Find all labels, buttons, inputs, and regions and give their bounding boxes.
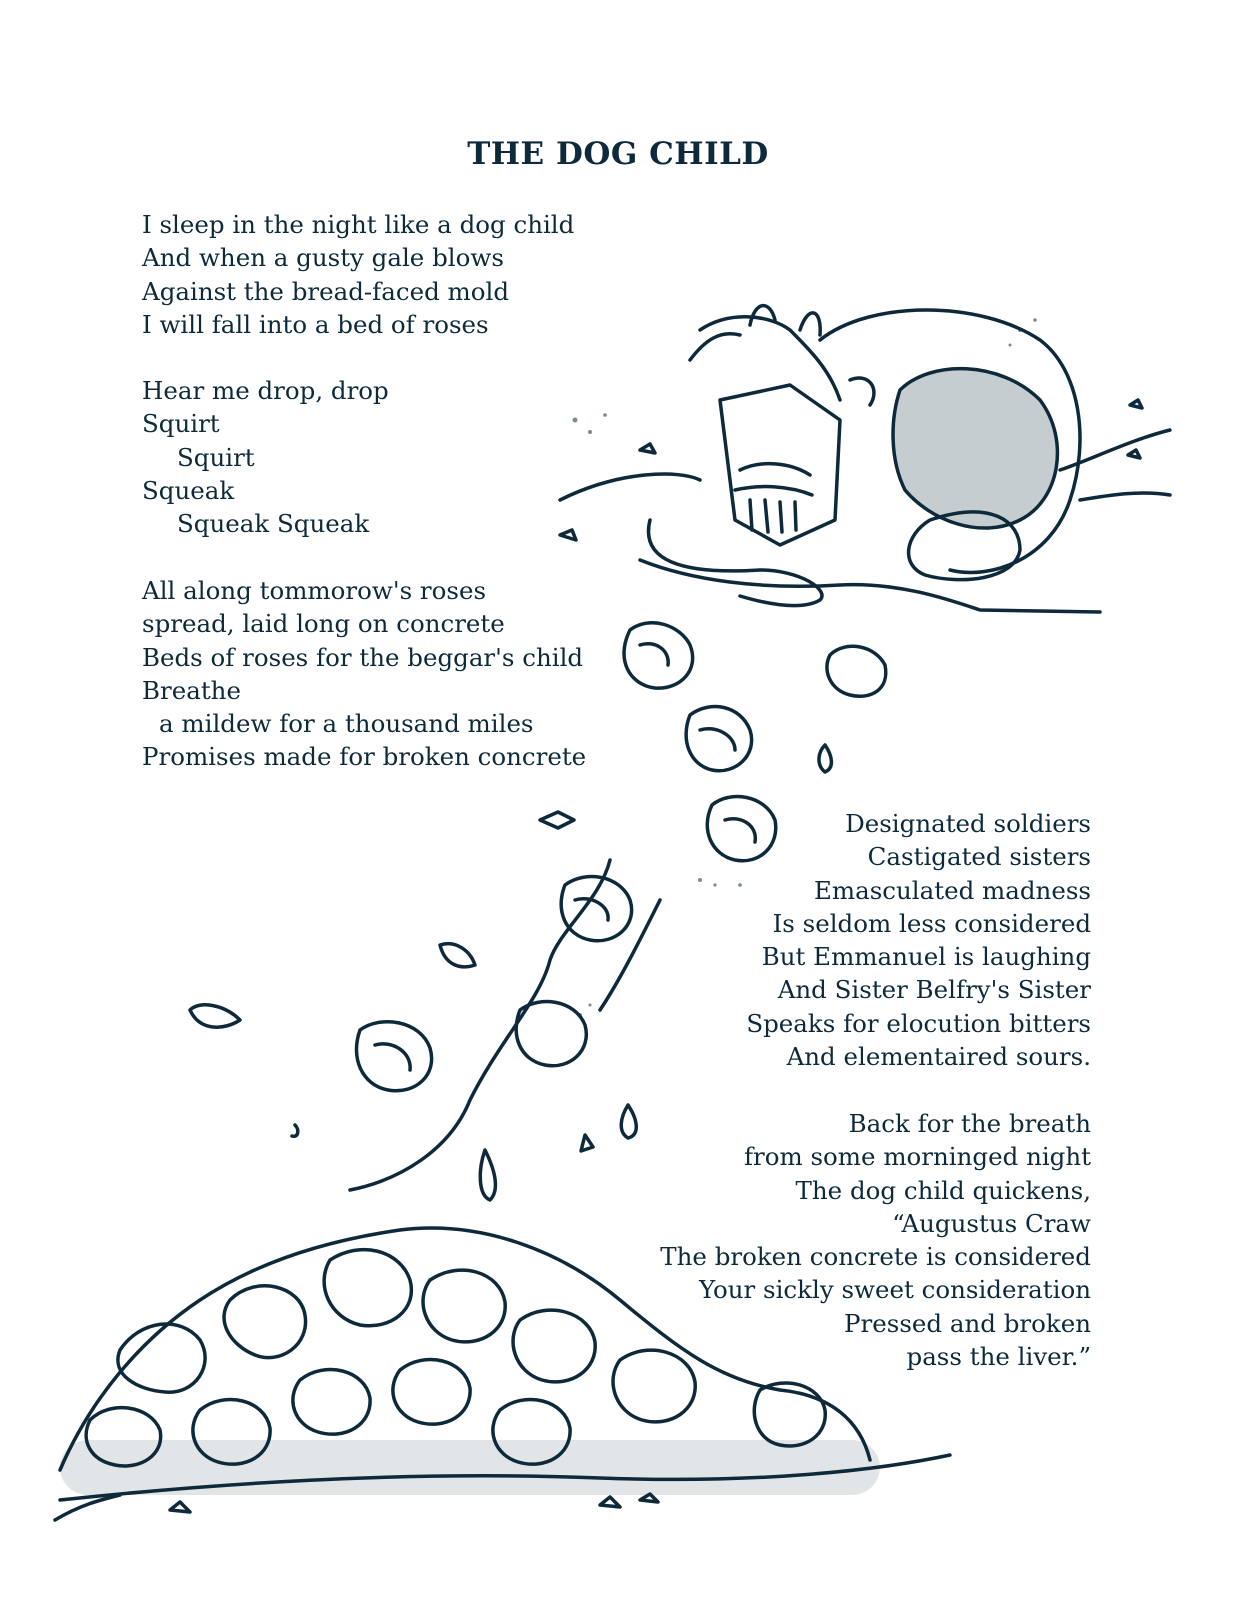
poem-line: I will fall into a bed of roses bbox=[142, 309, 489, 339]
poem-line: I sleep in the night like a dog child bbox=[142, 210, 575, 239]
stanza-3 bbox=[142, 574, 586, 774]
stanza-1 bbox=[142, 208, 574, 341]
poem-line: Squeak Squeak bbox=[177, 509, 370, 539]
poem-line: pass the liver.” bbox=[906, 1342, 1091, 1372]
poem-line: a mildew for a thousand miles bbox=[159, 709, 534, 739]
poem-line: And elementaired sours. bbox=[786, 1042, 1091, 1072]
poem-title: THE DOG CHILD bbox=[467, 136, 769, 172]
poem-line: Castigated sisters bbox=[867, 842, 1091, 872]
poem-line: The dog child quickens, bbox=[795, 1175, 1091, 1205]
poem-line: Beds of roses for the beggar's child bbox=[142, 642, 584, 672]
poem-line: Squeak bbox=[142, 475, 235, 505]
sleeping-dog-child-illustration bbox=[560, 306, 1170, 612]
poem-line: Designated soldiers bbox=[845, 809, 1091, 838]
poem-line: Squirt bbox=[177, 442, 255, 472]
poem-line: Speaks for elocution bitters bbox=[746, 1008, 1091, 1038]
poem-line: Against the bread-faced mold bbox=[142, 276, 510, 306]
poem-line: The broken concrete is considered bbox=[660, 1242, 1091, 1272]
poem-line: Pressed and broken bbox=[844, 1308, 1091, 1338]
poem-line: from some morninged night bbox=[743, 1142, 1091, 1172]
stanza-4 bbox=[746, 807, 1091, 1073]
poem-line: But Emmanuel is laughing bbox=[761, 942, 1091, 972]
poem-line: Is seldom less considered bbox=[772, 908, 1091, 938]
poem-line: And when a gusty gale blows bbox=[142, 243, 504, 273]
poem-line: Your sickly sweet consideration bbox=[698, 1275, 1091, 1305]
poem-line: “Augustus Craw bbox=[892, 1208, 1091, 1238]
poem-line: Back for the breath bbox=[848, 1109, 1091, 1138]
poem-line: Hear me drop, drop bbox=[142, 376, 389, 405]
poem-line: And Sister Belfry's Sister bbox=[777, 975, 1091, 1005]
poem-line: Emasculated madness bbox=[813, 875, 1091, 905]
poem-line: spread, laid long on concrete bbox=[142, 609, 505, 639]
poem-line: All along tommorow's roses bbox=[142, 576, 487, 605]
poem-line: Breathe bbox=[142, 675, 241, 705]
poem-line: Promises made for broken concrete bbox=[142, 742, 587, 772]
poem-line: Squirt bbox=[142, 409, 220, 439]
stanza-2 bbox=[142, 374, 389, 540]
stanza-5 bbox=[660, 1107, 1091, 1373]
